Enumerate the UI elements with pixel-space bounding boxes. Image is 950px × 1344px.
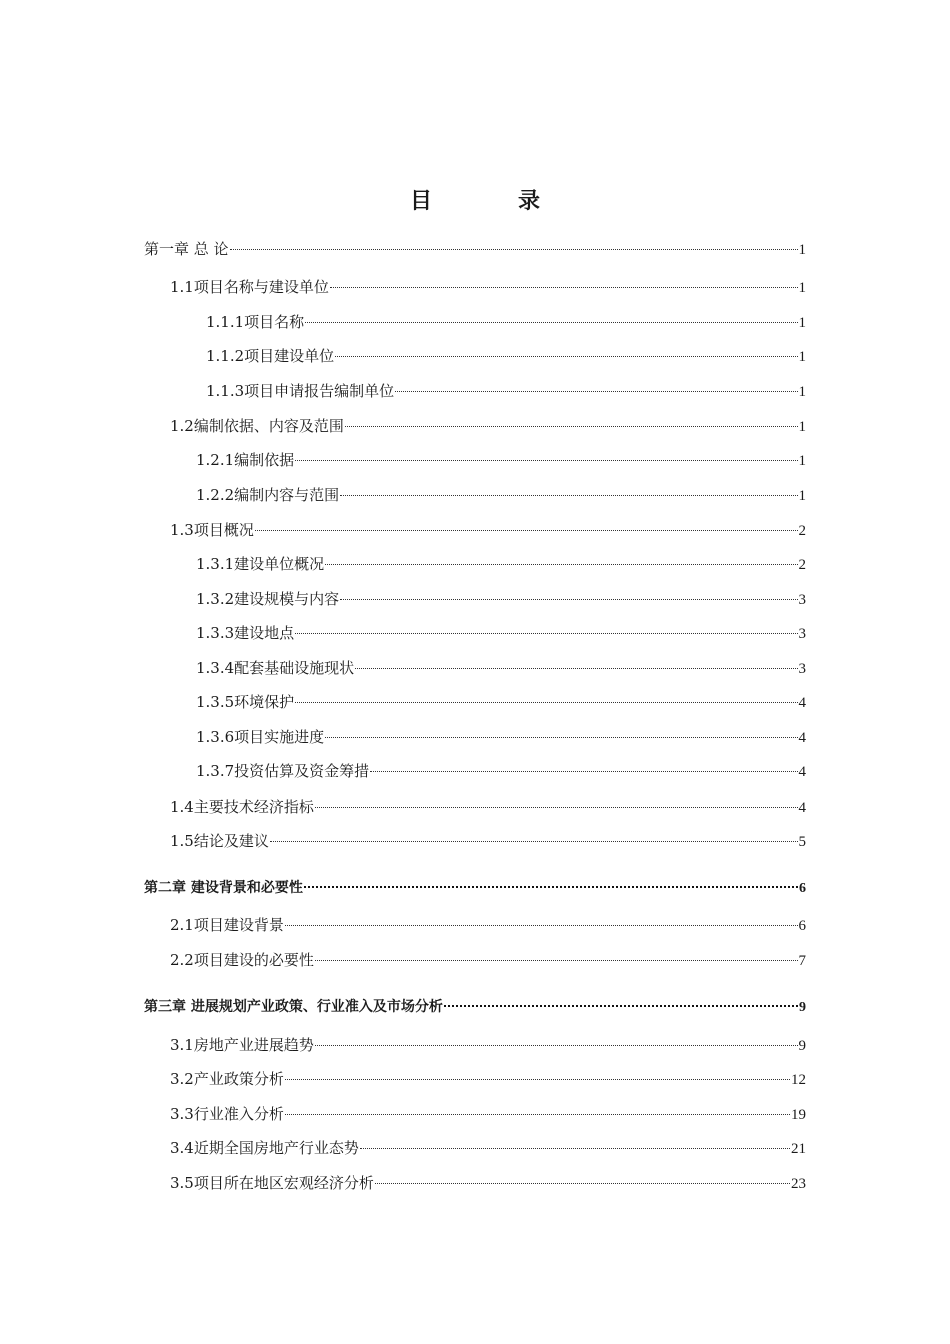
toc-entry-label: 1.3.5环境保护 [196,693,295,711]
toc-dot-leader [345,426,798,427]
toc-chapter-entry[interactable] [144,239,806,259]
toc-entry[interactable] [196,623,806,643]
toc-entry[interactable] [196,761,806,781]
toc-dot-leader [340,599,797,600]
toc-dot-leader [270,841,798,842]
toc-page-number: 21 [791,1141,806,1157]
toc-entry-label: 1.5结论及建议 [170,832,269,850]
toc-dot-leader [315,960,798,961]
toc-entry-label: 3.4近期全国房地产行业态势 [170,1139,359,1157]
toc-entry[interactable] [170,416,806,436]
toc-entry-label: 1.4主要技术经济指标 [170,798,314,816]
toc-entry[interactable] [206,381,806,401]
toc-page-number: 3 [798,661,806,677]
toc-dot-leader [255,530,798,531]
toc-entry-label: 1.3.3建设地点 [196,624,295,642]
toc-page-number: 1 [798,453,806,469]
toc-entry[interactable] [170,1035,806,1055]
toc-page-number: 5 [798,834,806,850]
toc-entry-label: 1.2.1编制依据 [196,451,295,469]
toc-entry-label: 3.5项目所在地区宏观经济分析 [170,1174,374,1192]
toc-page-number: 3 [798,592,806,608]
toc-entry[interactable] [196,692,806,712]
toc-page-number: 19 [791,1107,806,1123]
toc-chapter-entry[interactable] [144,997,806,1017]
toc-dot-leader [295,702,797,703]
toc-dot-leader [340,495,797,496]
toc-dot-leader [315,807,798,808]
toc-dot-leader [295,633,797,634]
toc-entry[interactable] [170,1138,806,1158]
toc-dot-leader [355,668,797,669]
toc-entry-label: 第一章 总 论 [144,240,229,258]
toc-entry-label: 3.1房地产业进展趋势 [170,1036,314,1054]
toc-entry-label: 第三章 进展规划产业政策、行业准入及市场分析 [144,999,443,1015]
toc-dot-leader [395,391,797,392]
toc-entry-label: 1.2编制依据、内容及范围 [170,417,344,435]
toc-dot-leader [285,1079,790,1080]
toc-page-number: 4 [798,730,806,746]
toc-page-number: 1 [798,384,806,400]
toc-dot-leader [375,1183,790,1184]
toc-entry-label: 1.3.1建设单位概况 [196,555,325,573]
toc-page-number: 2 [798,557,806,573]
toc-entry-label: 1.1.2项目建设单位 [206,347,335,365]
toc-dot-leader [285,925,798,926]
toc-entry-label: 1.3.6项目实施进度 [196,728,325,746]
toc-entry-label: 1.3.2建设规模与内容 [196,590,340,608]
toc-dot-leader [335,356,797,357]
toc-page-number: 1 [798,488,806,504]
toc-page-number: 7 [798,953,806,969]
toc-page-number: 1 [798,242,806,258]
toc-entry[interactable] [170,797,806,817]
toc-dot-leader [370,771,797,772]
toc-entry[interactable] [170,277,806,297]
toc-entry-label: 1.1.3项目申请报告编制单位 [206,382,395,400]
toc-page-number: 3 [798,626,806,642]
toc-entry[interactable] [170,1173,806,1193]
toc-page-number: 23 [791,1176,806,1192]
toc-entry[interactable] [196,554,806,574]
toc-entry-label: 1.1.1项目名称 [206,313,305,331]
toc-entry-label: 1.1项目名称与建设单位 [170,278,329,296]
toc-page-number: 9 [798,1038,806,1054]
toc-page-number: 6 [799,881,806,896]
toc-entry[interactable] [196,727,806,747]
toc-dot-leader [360,1148,790,1149]
toc-entry[interactable] [170,520,806,540]
toc-page-number: 4 [798,764,806,780]
toc-entry[interactable] [196,589,806,609]
toc-entry-label: 1.3.4配套基础设施现状 [196,659,355,677]
toc-page-number: 4 [798,800,806,816]
toc-entry-label: 第二章 建设背景和必要性 [144,880,303,896]
toc-page-number: 2 [798,523,806,539]
toc-entry-label: 1.2.2编制内容与范围 [196,486,340,504]
toc-dot-leader [325,564,797,565]
toc-page-number: 1 [798,280,806,296]
toc-entry[interactable] [170,1069,806,1089]
toc-entry-label: 1.3项目概况 [170,521,254,539]
toc-page-number: 4 [798,695,806,711]
toc-entry[interactable] [170,950,806,970]
toc-entry[interactable] [206,346,806,366]
toc-page-number: 12 [791,1072,806,1088]
toc-dot-leader [330,287,798,288]
toc-dot-leader [304,886,798,888]
toc-entry[interactable] [206,312,806,332]
toc-entry[interactable] [170,831,806,851]
toc-entry-label: 2.2项目建设的必要性 [170,951,314,969]
toc-dot-leader [285,1114,790,1115]
page-title: 目 录 [409,188,572,214]
toc-page-number: 1 [798,419,806,435]
toc-page-number: 9 [799,1000,806,1015]
toc-entry[interactable] [196,658,806,678]
toc-dot-leader [325,737,797,738]
toc-entry[interactable] [196,485,806,505]
toc-dot-leader [315,1045,798,1046]
toc-entry-label: 3.2产业政策分析 [170,1070,284,1088]
toc-page-number: 1 [798,315,806,331]
toc-dot-leader [444,1005,798,1007]
toc-dot-leader [295,460,797,461]
toc-entry[interactable] [196,450,806,470]
toc-entry-label: 2.1项目建设背景 [170,916,284,934]
toc-page-number: 6 [798,918,806,934]
toc-entry-label: 3.3行业准入分析 [170,1105,284,1123]
toc-dot-leader [305,322,797,323]
toc-dot-leader [230,249,798,250]
toc-chapter-entry[interactable] [144,878,806,898]
toc-entry[interactable] [170,1104,806,1124]
toc-page-number: 1 [798,349,806,365]
toc-entry[interactable] [170,915,806,935]
toc-entry-label: 1.3.7投资估算及资金筹措 [196,762,370,780]
